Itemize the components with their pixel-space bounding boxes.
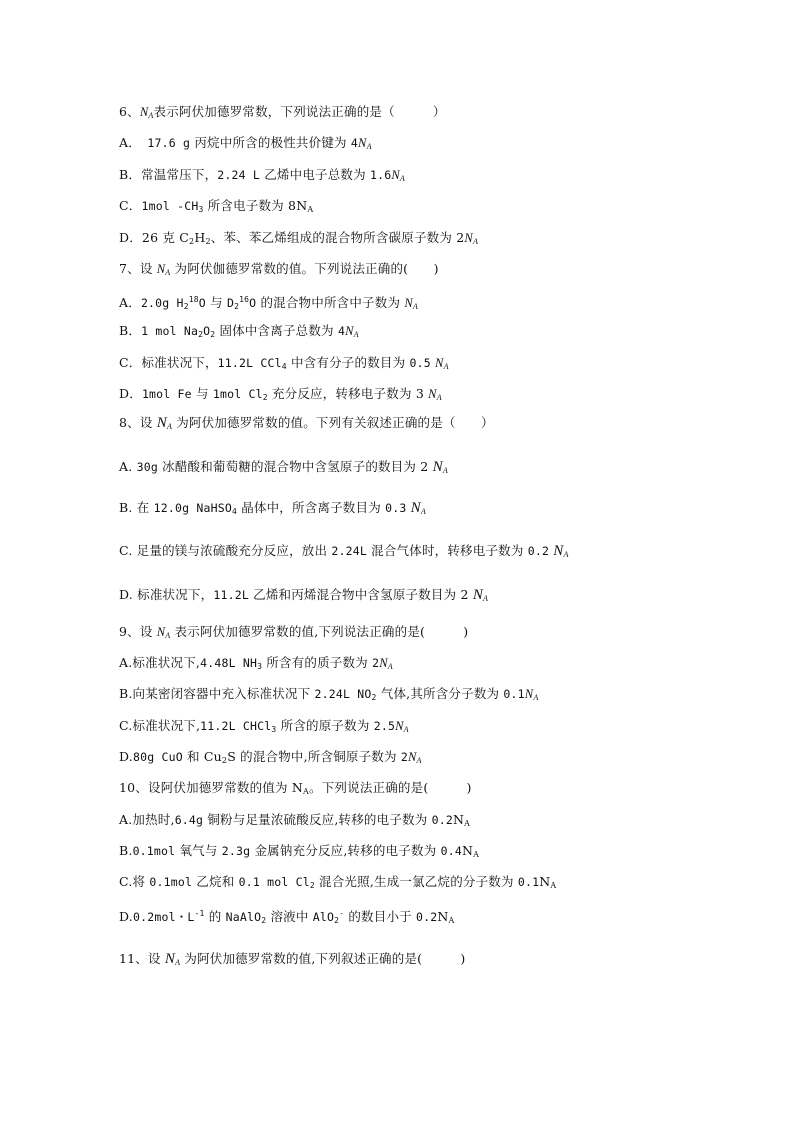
question-7-stem: 7、设 $N_A$ 为阿伏伽德罗常数的值。下列说法正确的( ) [119, 261, 439, 277]
question-8-option-b: B. 在 12.0g NaHSO$_4$ 晶体中，所含离子数目为 0.3 $N_A$ [119, 500, 426, 516]
question-6-option-c: C．1mol $-CH_3$ 所含电子数为 $8N_A$ [119, 198, 314, 214]
question-10-option-b: B.0.1mol 氧气与 2.3g 金属钠充分反应,转移的电子数为 $0.4N_A$ [119, 843, 480, 859]
question-9-option-c: C.标准状况下,11.2L CHCl$_3$ 所含的原子数为 $2.5N_A$ [119, 718, 409, 734]
question-7-option-b: B．1 mol $Na_2O_2$ 固体中含离子总数为 $4N_A$ [119, 323, 359, 339]
question-7-option-d: D．1mol Fe 与 1mol $Cl_2$ 充分反应，转移电子数为 3 $N_A$ [119, 386, 442, 402]
question-7-option-a: A．2.0g $H_2^{18}O$ 与 $D_2^{16}O$ 的混合物中所含中子数为 $N_A$ [119, 295, 418, 311]
question-8-option-d: D. 标准状况下，11.2L 乙烯和丙烯混合物中含氢原子数目为 2 $N_A$ [119, 587, 489, 603]
question-6-stem-render: 6、$N_A$表示阿伏加德罗常数，下列说法正确的是（ ） [119, 104, 446, 120]
question-8-option-a: A. 30g 冰醋酸和葡萄糖的混合物中含氢原子的数目为 2 $N_A$ [119, 459, 448, 475]
question-10-option-d: D.0.2mol・$L^{-1}$ 的 NaAlO$_2$ 溶液中 AlO$_2$- 的数目小于 $0.2N_A$ [119, 909, 455, 925]
question-8-stem: 8、设 $N_A$ 为阿伏加德罗常数的值。下列有关叙述正确的是（ ） [119, 415, 494, 431]
question-9-option-a: A.标准状况下,4.48L $NH_3$ 所含有的质子数为 $2N_A$ [119, 655, 393, 671]
question-6-option-b: B．常温常压下，2.24 L 乙烯中电子总数为 $1.6N_A$ [119, 167, 406, 183]
question-10-option-c: C.将 0.1mol 乙烷和 0.1 mol $Cl_2$ 混合光照,生成一氯乙烷的分子数为 $0.1N_A$ [119, 874, 557, 890]
question-7-option-c: C．标准状况下，11.2L CCl$_4$ 中含有分子的数目为 0.5 $N_A$ [119, 355, 449, 371]
question-9-stem: 9、设 $N_A$ 表示阿伏加德罗常数的值,下列说法正确的是( ) [119, 624, 469, 640]
question-8-option-c: C. 足量的镁与浓硫酸充分反应，放出 2.24L 混合气体时，转移电子数为 0.2 $N_A$ [119, 543, 569, 559]
question-6-stem [119, 104, 446, 124]
question-6-option-d: D．26 克 $C_2H_2$、苯、苯乙烯组成的混合物所含碳原子数为 $2N_A$ [119, 230, 479, 246]
question-10-option-a: A.加热时,6.4g 铜粉与足量浓硫酸反应,转移的电子数为 $0.2N_A$ [119, 812, 471, 828]
question-11-stem: 11、设 $N_A$ 为阿伏加德罗常数的值,下列叙述正确的是( ) [119, 951, 466, 967]
question-9-option-d: D.80g CuO 和 $Cu_2S$ 的混合物中,所含铜原子数为 $2N_A$ [119, 749, 422, 765]
question-10-stem: 10、设阿伏加德罗常数的值为 $N_A$。下列说法正确的是( ) [119, 780, 472, 796]
question-6-option-a: A． 17.6 g 丙烷中所含的极性共价键为 $4N_A$ [119, 135, 372, 151]
question-9-option-b: B.向某密闭容器中充入标准状况下 2.24L $NO_2$ 气体,其所含分子数为 $0.1N_A$ [119, 686, 539, 702]
